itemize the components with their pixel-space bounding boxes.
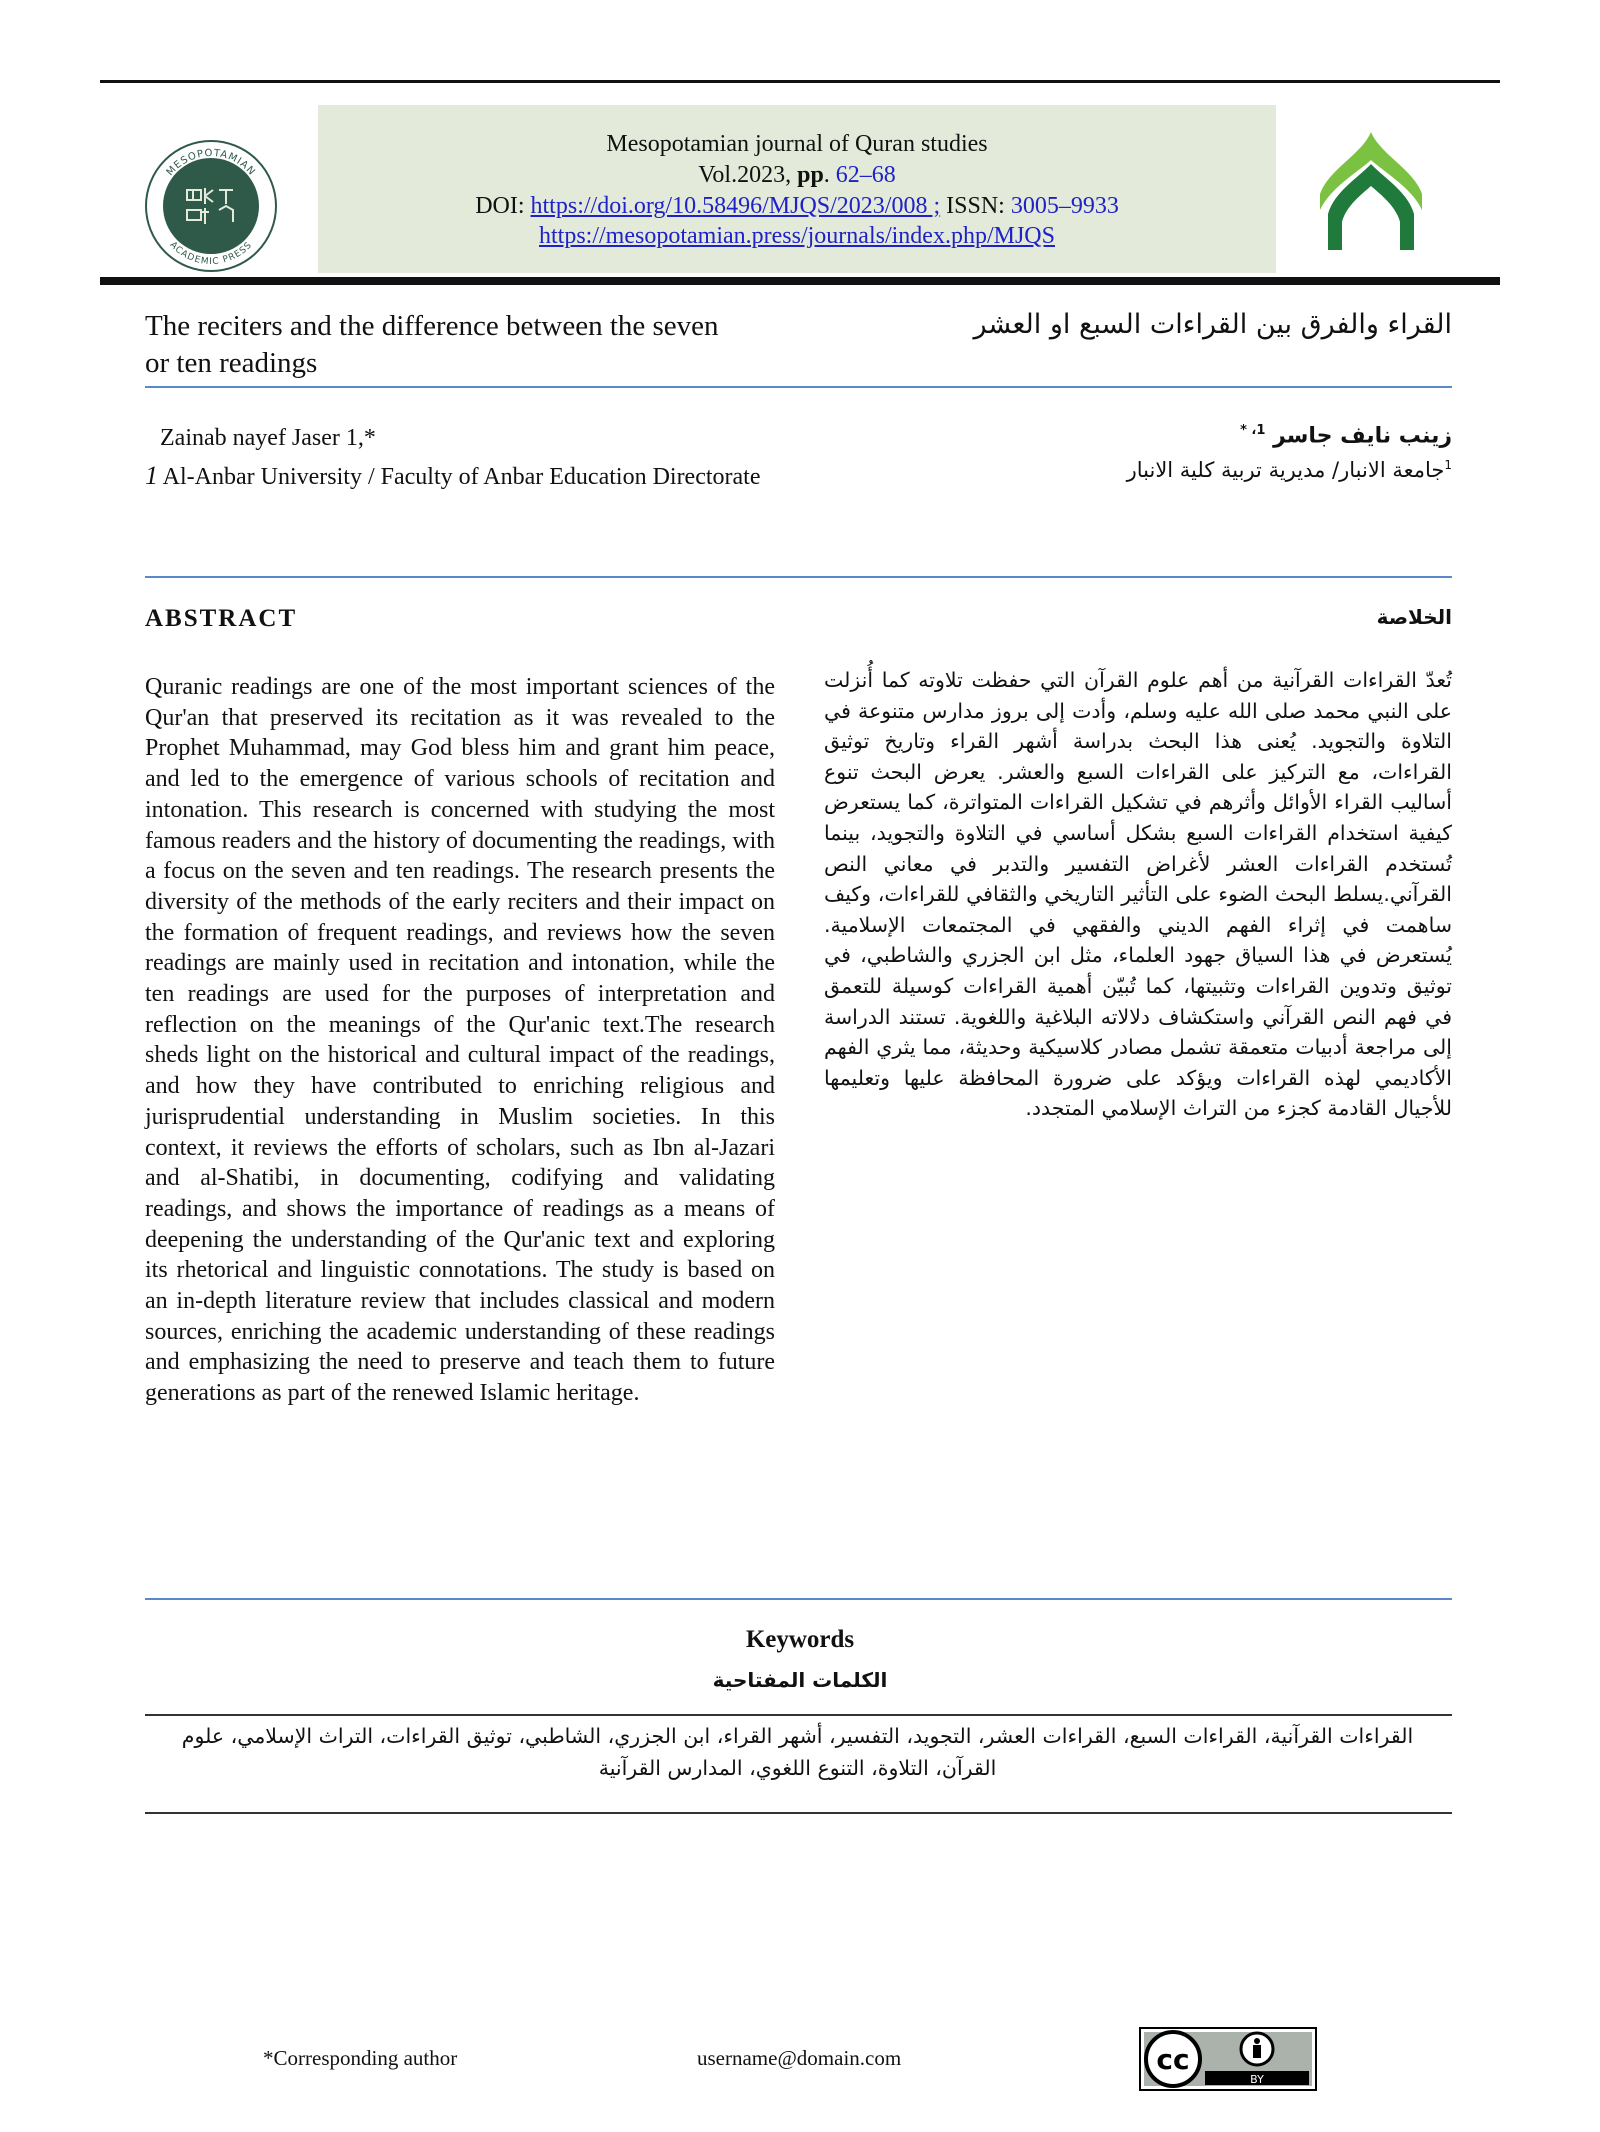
- author-arabic-sup: 1، *: [1240, 423, 1266, 438]
- affiliation-text: Al-Anbar University / Faculty of Anbar Education Directorate: [158, 464, 761, 490]
- journal-url-line: [318, 221, 1276, 251]
- keywords-top-rule: [145, 1714, 1452, 1716]
- affiliation-arabic-text: جامعة الانبار/ مديرية تربية كلية الانبار: [1126, 458, 1445, 482]
- journal-header: [318, 105, 1276, 273]
- affiliation-number: 1: [145, 461, 158, 490]
- keywords-list-arabic: القراءات القرآنية، القراءات السبع، القراءات العشر، التجويد، التفسير، أشهر القراء، ابن الجزري، الشاطبي، توثيق القراءات، التراث الإسلامي، علوم القرآن، التلاوة، التنوع اللغوي، المدارس القرآنية: [181, 1724, 1414, 1780]
- author-arabic-text: زينب نايف جاسر: [1273, 423, 1452, 449]
- keywords-heading-arabic: الكلمات المفتاحية: [712, 1668, 888, 1692]
- logo-top-text: MESOPOTAMIAN: [164, 147, 258, 179]
- affiliation-arabic: [1127, 458, 1452, 482]
- title-arabic: القراء والفرق بين القراءات السبع او العشر: [973, 309, 1452, 340]
- cc-icon: cc: [1156, 2043, 1190, 2076]
- corresponding-author-note: *Corresponding author: [263, 2046, 458, 2070]
- doi-separator: ;: [927, 193, 941, 219]
- issn-label: ISSN:: [940, 193, 1011, 219]
- affiliation-arabic-sup: 1: [1444, 458, 1452, 472]
- journal-url-link[interactable]: https://mesopotamian.press/journals/index.php/MJQS: [539, 223, 1055, 249]
- page-range: 62–68: [835, 162, 896, 188]
- keywords-heading-english: Keywords: [745, 1626, 855, 1653]
- header-divider: [100, 277, 1500, 285]
- pages-label: pp: [797, 162, 824, 188]
- corresponding-email[interactable]: username@domain.com: [697, 2046, 902, 2070]
- by-label: BY: [1250, 2073, 1264, 2086]
- cc-by-license-badge[interactable]: [1139, 2027, 1317, 2091]
- keywords-bottom-rule: [145, 1812, 1452, 1814]
- pages-dot: .: [823, 162, 836, 188]
- author-divider: [145, 576, 1452, 578]
- volume-prefix: Vol.2023,: [698, 162, 798, 188]
- top-rule: [100, 80, 1500, 83]
- abstract-body-english: Quranic readings are one of the most important sciences of the Qur'an that preserved its recitation as it was revealed to the Prophet Muhammad, may God bless him and grant him peace, and led to the emergence of various schools of recitation and intonation. This research is concerned with studying the most famous readers and the history of documenting the readings, with a focus on the seven and ten readings. The research presents the diversity of the methods of the early reciters and their impact on the formation of frequent readings, and reviews how the seven readings are mainly used in recitation and intonation, while the ten readings are used for the purposes of interpretation and reflection on the meanings of the Qur'anic text.The research sheds light on the historical and cultural impact of the readings, and how they have contributed to enriching religious and jurisprudential understanding in Muslim societies. In this context, it reviews the efforts of scholars, such as Ibn al-Jazari and al-Shatibi, in documenting, codifying and validating readings, and shows the importance of readings as a means of deepening the understanding of the Qur'anic text and exploring its rhetorical and linguistic connotations. The study is based on an in-depth literature review that includes classical and modern sources, enriching the academic understanding of these readings and emphasizing the need to preserve and teach them to future generations as part of the renewed Islamic heritage.: [145, 674, 775, 1407]
- quran-journal-logo: [1318, 132, 1424, 250]
- doi-label: DOI:: [475, 193, 531, 219]
- issn-value: 3005–9933: [1010, 193, 1119, 219]
- doi-link[interactable]: https://doi.org/10.58496/MJQS/2023/008: [530, 193, 928, 219]
- person-icon: [1254, 2038, 1260, 2044]
- author-name-english: Zainab nayef Jaser 1,*: [160, 425, 376, 451]
- abstract-divider: [145, 1598, 1452, 1600]
- title-divider: [145, 386, 1452, 388]
- title-english: The reciters and the difference between the seven or ten readings: [145, 310, 719, 379]
- abstract-heading-english: ABSTRACT: [145, 605, 298, 632]
- abstract-body-arabic: تُعدّ القراءات القرآنية من أهم علوم القرآن التي حفظت تلاوته كما أُنزلت على النبي محمد صلى الله عليه وسلم، وأدت إلى بروز مدارس متنوعة في التلاوة والتجويد. يُعنى هذا البحث بدراسة أشهر القراء وتاريخ توثيق القراءات، مع التركيز على القراءات السبع والعشر. يعرض البحث تنوع أساليب القراء الأوائل وأثرهم في تشكيل القراءات المتواترة، كما يستعرض كيفية استخدام القراءات السبع بشكل أساسي في التلاوة والتجويد، بينما تُستخدم القراءات العشر لأغراض التفسير والتدبر في معاني النص القرآني.يسلط البحث الضوء على التأثير التاريخي والثقافي للقراءات، وكيف ساهمت في إثراء الفهم الديني والفقهي في المجتمعات الإسلامية. يُستعرض في هذا السياق جهود العلماء، مثل ابن الجزري والشاطبي، في توثيق وتدوين القراءات وتثبيتها، كما تُبيّن أهمية القراءات كوسيلة للتعمق في فهم النص القرآني واستكشاف دلالاته البلاغية واللغوية. تستند الدراسة إلى مراجعة أدبيات متعمقة تشمل مصادر كلاسيكية وحديثة، مما يثري الفهم الأكاديمي لهذه القراءات ويؤكد على ضرورة المحافظة عليها وتعليمها للأجيال القادمة كجزء من التراث الإسلامي المتجدد.: [824, 668, 1452, 1121]
- mesopotamian-press-logo: [143, 138, 279, 274]
- logo-bottom-text: ACADEMIC PRESS: [167, 240, 255, 268]
- affiliation-english: [145, 460, 795, 493]
- author-name-arabic: [1240, 423, 1452, 448]
- journal-name: Mesopotamian journal of Quran studies: [606, 131, 988, 157]
- volume-line: [318, 160, 1276, 190]
- doi-line: [318, 191, 1276, 221]
- abstract-heading-arabic: الخلاصة: [1376, 605, 1452, 629]
